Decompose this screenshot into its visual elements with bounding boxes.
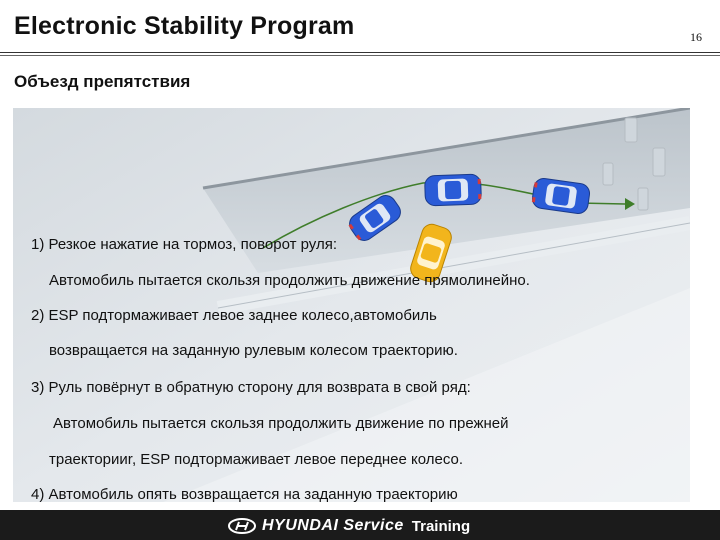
step-3-heading: 3) Руль повёрнут в обратную сторону для возврата в свой ряд: (31, 379, 471, 396)
page-number: 16 (690, 30, 702, 44)
maneuver-illustration (13, 108, 690, 502)
blue-car-icon (424, 174, 481, 206)
step-2-heading: 2) ESP подтормаживает левое заднее колесо,автомобиль (31, 307, 437, 324)
hyundai-logo-icon (228, 518, 256, 534)
step-1-detail: Автомобиль пытается скользя продолжить движение прямолинейно. (49, 272, 530, 289)
footer-bar (0, 510, 720, 540)
step-3-detail-cont: траекторииr, ESP подтормаживает левое переднее колесо. (49, 451, 464, 468)
brand-name: HYUNDAI Service (262, 517, 404, 534)
step-4-heading: 4) Автомобиль опять возвращается на заданную траекторию (31, 486, 458, 502)
brand-training: Training (411, 517, 471, 535)
header-divider-secondary (0, 55, 720, 56)
page-title: Electronic Stability Program (14, 12, 355, 40)
step-3-detail: Автомобиль пытается скользя продолжить движение по прежней (53, 415, 509, 432)
brand (228, 516, 470, 536)
header-divider (0, 52, 720, 53)
step-2-detail: возвращается на заданную рулевым колесом траекторию. (49, 342, 458, 359)
road-scene (13, 108, 690, 502)
step-1-heading: 1) Резкое нажатие на тормоз, поворот руля: (31, 236, 338, 253)
section-subtitle: Объезд препятствия (14, 72, 191, 91)
